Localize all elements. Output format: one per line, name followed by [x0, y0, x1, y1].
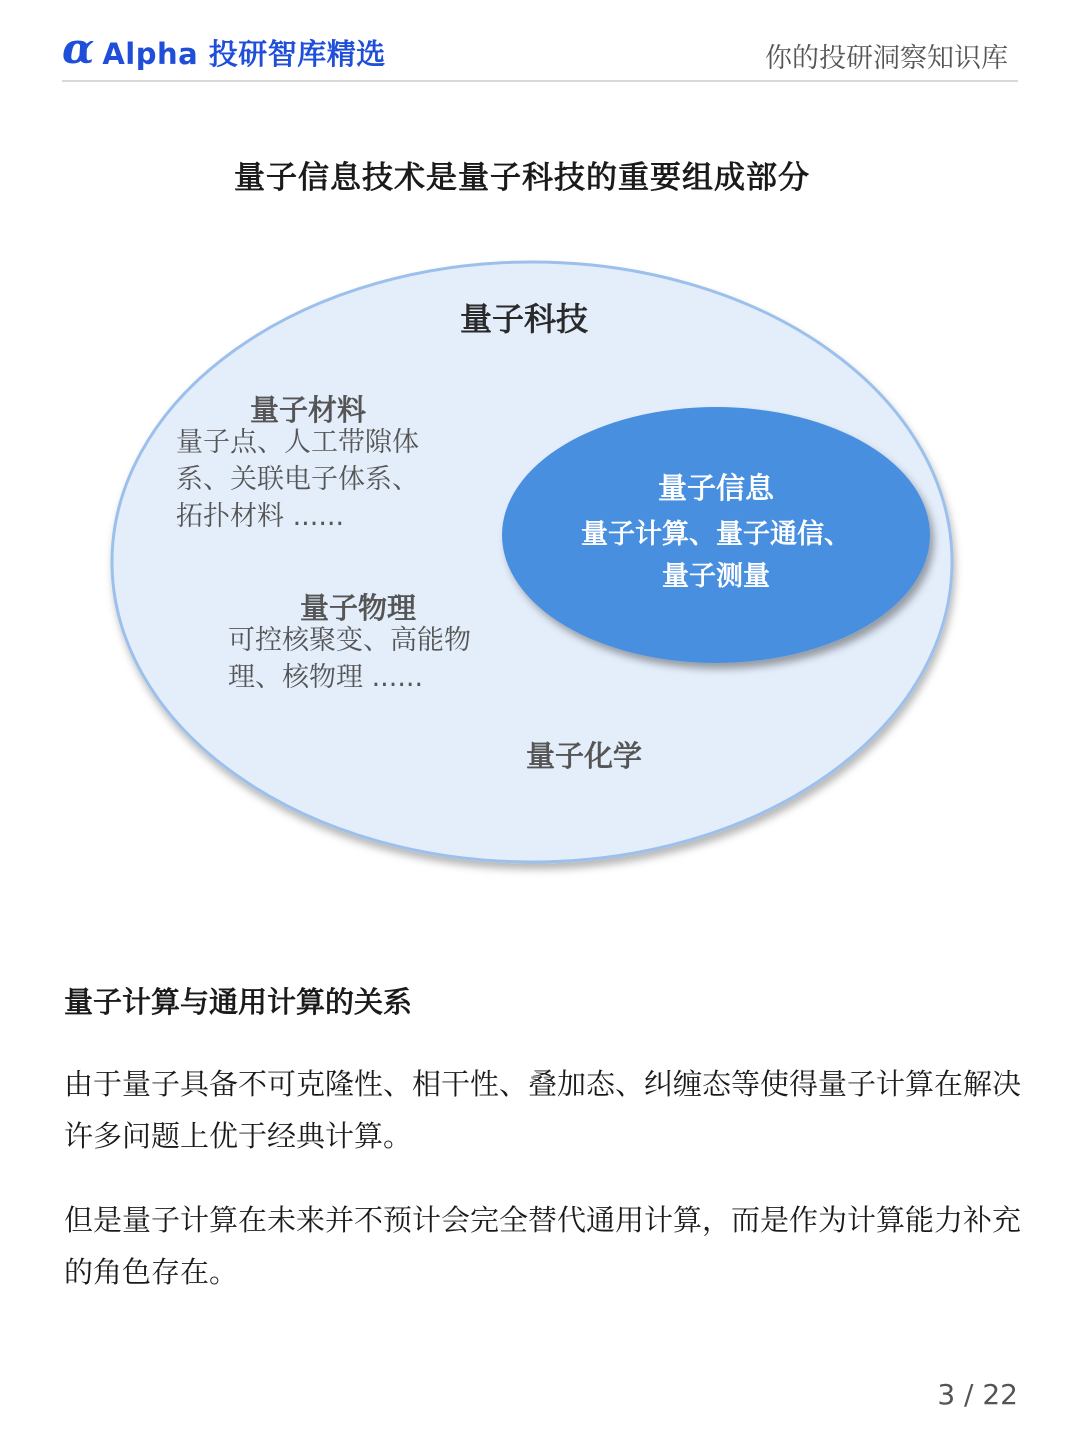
materials-line-1: 量子点、人工带隙体	[176, 427, 419, 458]
information-title: 量子信息	[657, 471, 774, 505]
venn-diagram	[0, 130, 1080, 910]
outer-label: 量子科技	[459, 300, 588, 338]
page-header	[62, 26, 1018, 82]
chemistry-title: 量子化学	[526, 739, 643, 773]
page-number: 3 / 22	[937, 1378, 1018, 1411]
materials-title: 量子材料	[250, 393, 367, 427]
brand-name: Alpha 投研智库精选	[102, 36, 386, 71]
quantum-diagram-figure	[0, 130, 1080, 910]
physics-line-1: 可控核聚变、高能物	[228, 625, 471, 656]
materials-line-3: 拓扑材料 ......	[176, 501, 345, 532]
section-heading: 量子计算与通用计算的关系	[64, 985, 413, 1019]
figure-title: 量子信息技术是量子科技的重要组成部分	[234, 160, 810, 196]
physics-title: 量子物理	[300, 591, 417, 625]
header-tagline: 你的投研洞察知识库	[765, 43, 1008, 74]
brand	[62, 26, 386, 78]
materials-line-2: 系、关联电子体系、	[176, 464, 419, 495]
alpha-logo-icon: α	[62, 24, 95, 73]
information-line-1: 量子计算、量子通信、	[581, 519, 851, 550]
information-line-2: 量子测量	[662, 561, 770, 592]
physics-line-2: 理、核物理 ......	[228, 662, 424, 693]
paragraph-1: 由于量子具备不可克隆性、相干性、叠加态、纠缠态等使得量子计算在解决许多问题上优于经典计算。	[64, 1067, 1022, 1153]
paragraph-2: 但是量子计算在未来并不预计会完全替代通用计算，而是作为计算能力补充的角色存在。	[64, 1203, 1022, 1289]
